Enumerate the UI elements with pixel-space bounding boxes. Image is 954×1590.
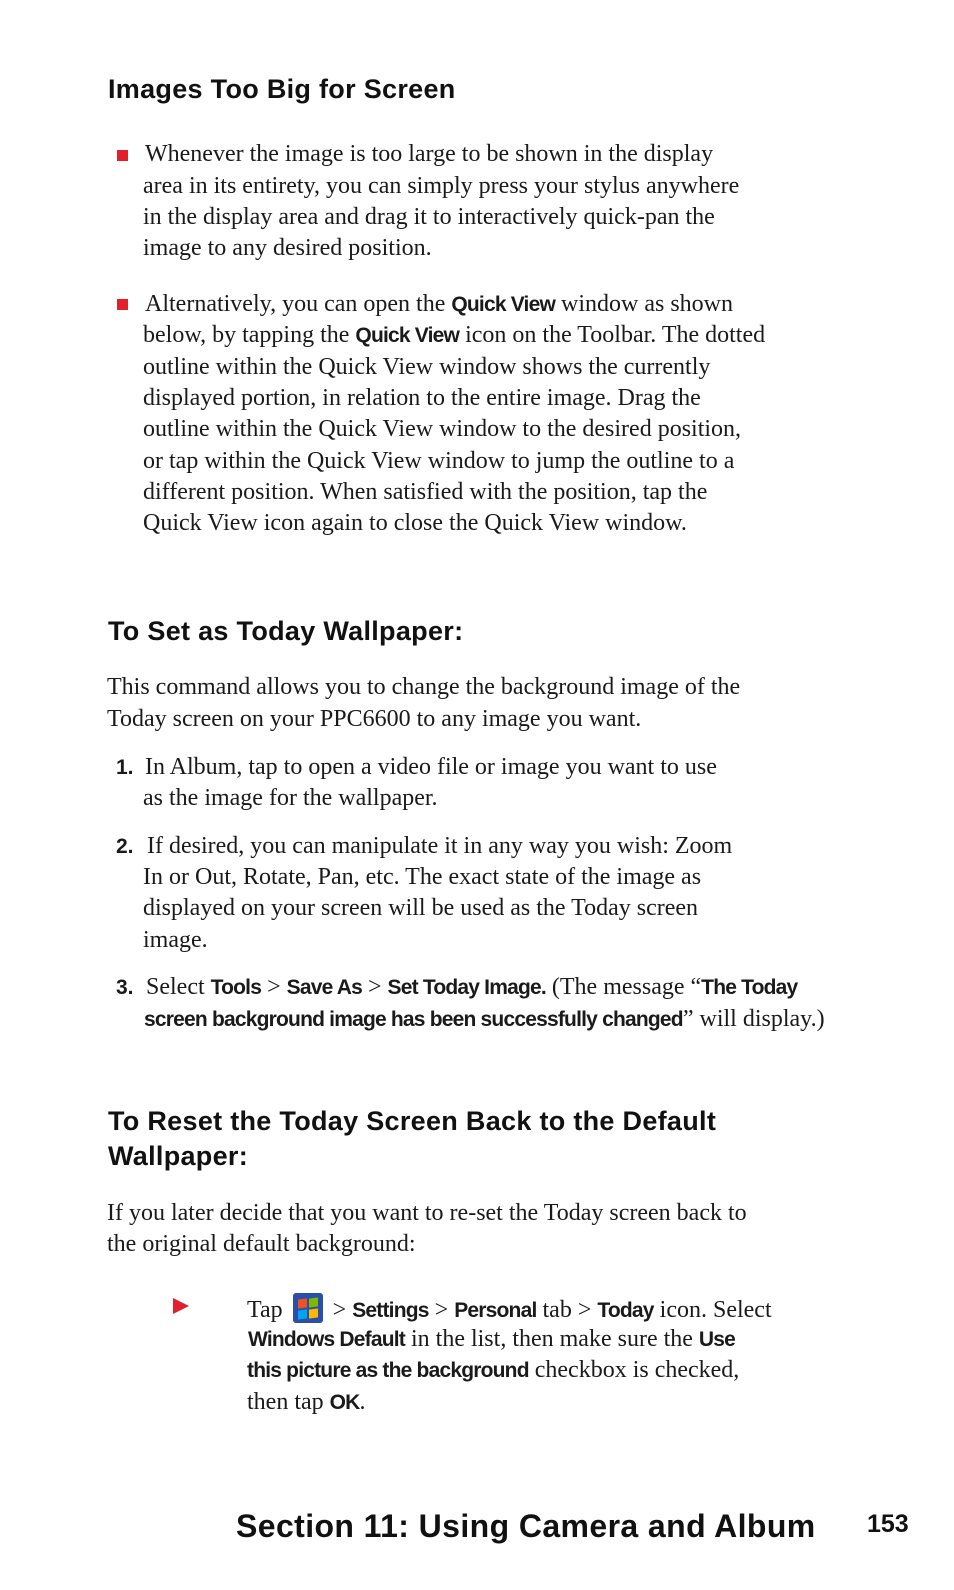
step1-line1: In Album, tap to open a video file or image you want to use [145, 754, 717, 780]
bullet-square-icon [117, 150, 128, 161]
ok-label: OK [329, 1391, 360, 1414]
bullet2-line6: or tap within the Quick View window to jump the outline to a [143, 448, 735, 474]
bullet1-line3: in the display area and drag it to interactively quick-pan the [143, 204, 715, 230]
bullet2-line5: outline within the Quick View window to the desired position, [143, 416, 742, 442]
settings-label: Settings [352, 1299, 429, 1322]
quick-view-label: Quick View [355, 324, 460, 347]
heading-reset-today-line2: Wallpaper: [108, 1141, 249, 1171]
bullet2-line4: displayed portion, in relation to the entire image. Drag the [143, 385, 701, 411]
bullet1-line1: Whenever the image is too large to be shown in the display [145, 141, 714, 167]
section-footer: Section 11: Using Camera and Album [236, 1508, 816, 1544]
bullet2-line1: Alternatively, you can open the Quick View window as shown [145, 291, 734, 317]
personal-tab-label: Personal [454, 1299, 537, 1322]
windows-start-icon [293, 1293, 323, 1323]
intro3-line1: If you later decide that you want to re-set the Today screen back to [107, 1200, 747, 1226]
step1-line2: as the image for the wallpaper. [143, 785, 438, 811]
intro3-line2: the original default background: [107, 1231, 416, 1257]
arrow-bullet-icon [173, 1298, 189, 1314]
page-number: 153 [867, 1510, 909, 1538]
set-today-image-label: Set Today Image. [387, 976, 546, 999]
quick-view-label: Quick View [451, 293, 556, 316]
bullet1-line4: image to any desired position. [143, 235, 432, 261]
today-icon-label: Today [597, 1299, 654, 1322]
bullet2-line3: outline within the Quick View window shows the currently [143, 354, 711, 380]
use-picture-label: this picture as the background [247, 1359, 529, 1382]
bullet1-line2: area in its entirety, you can simply press your stylus anywhere [143, 173, 740, 199]
tap-line3: this picture as the background checkbox is checked, [247, 1357, 740, 1383]
step2-line3: displayed on your screen will be used as the Today screen [143, 895, 699, 921]
tap-line1: Tap > Settings > Personal tab > Today icon. Select [247, 1293, 772, 1327]
heading-images-too-big: Images Too Big for Screen [108, 74, 456, 104]
heading-reset-today-line1: To Reset the Today Screen Back to the Default [108, 1106, 717, 1136]
step2-line1: If desired, you can manipulate it in any way you wish: Zoom [147, 833, 733, 859]
step-number: 2. [116, 835, 134, 858]
message-text: The Today [701, 976, 798, 999]
use-picture-label: Use [698, 1328, 736, 1351]
message-text: screen background image has been successfully changed [144, 1008, 683, 1031]
intro2-line1: This command allows you to change the background image of the [107, 674, 741, 700]
step-number: 3. [116, 976, 134, 999]
intro2-line2: Today screen on your PPC6600 to any image you want. [107, 706, 642, 732]
windows-default-label: Windows Default [248, 1328, 405, 1351]
bullet-square-icon [117, 299, 128, 310]
step-number: 1. [116, 756, 134, 779]
tap-line4: then tap OK. [247, 1389, 366, 1415]
bullet2-line8: Quick View icon again to close the Quick View window. [143, 510, 687, 536]
bullet2-line7: different position. When satisfied with the position, tap the [143, 479, 708, 505]
step2-line2: In or Out, Rotate, Pan, etc. The exact state of the image as [143, 864, 702, 890]
bullet2-line2: below, by tapping the Quick View icon on the Toolbar. The dotted [143, 322, 766, 348]
save-as-menu-label: Save As [286, 976, 362, 999]
heading-set-today-wallpaper: To Set as Today Wallpaper: [108, 616, 464, 646]
step2-line4: image. [143, 927, 208, 953]
tap-line2: Windows Default in the list, then make sure the Use [248, 1326, 736, 1352]
step3-line2: screen background image has been successfully changed” will display.) [144, 1006, 825, 1032]
step3-line1: Select Tools > Save As > Set Today Image. (The message “The Today [146, 974, 798, 1000]
tools-menu-label: Tools [210, 976, 262, 999]
